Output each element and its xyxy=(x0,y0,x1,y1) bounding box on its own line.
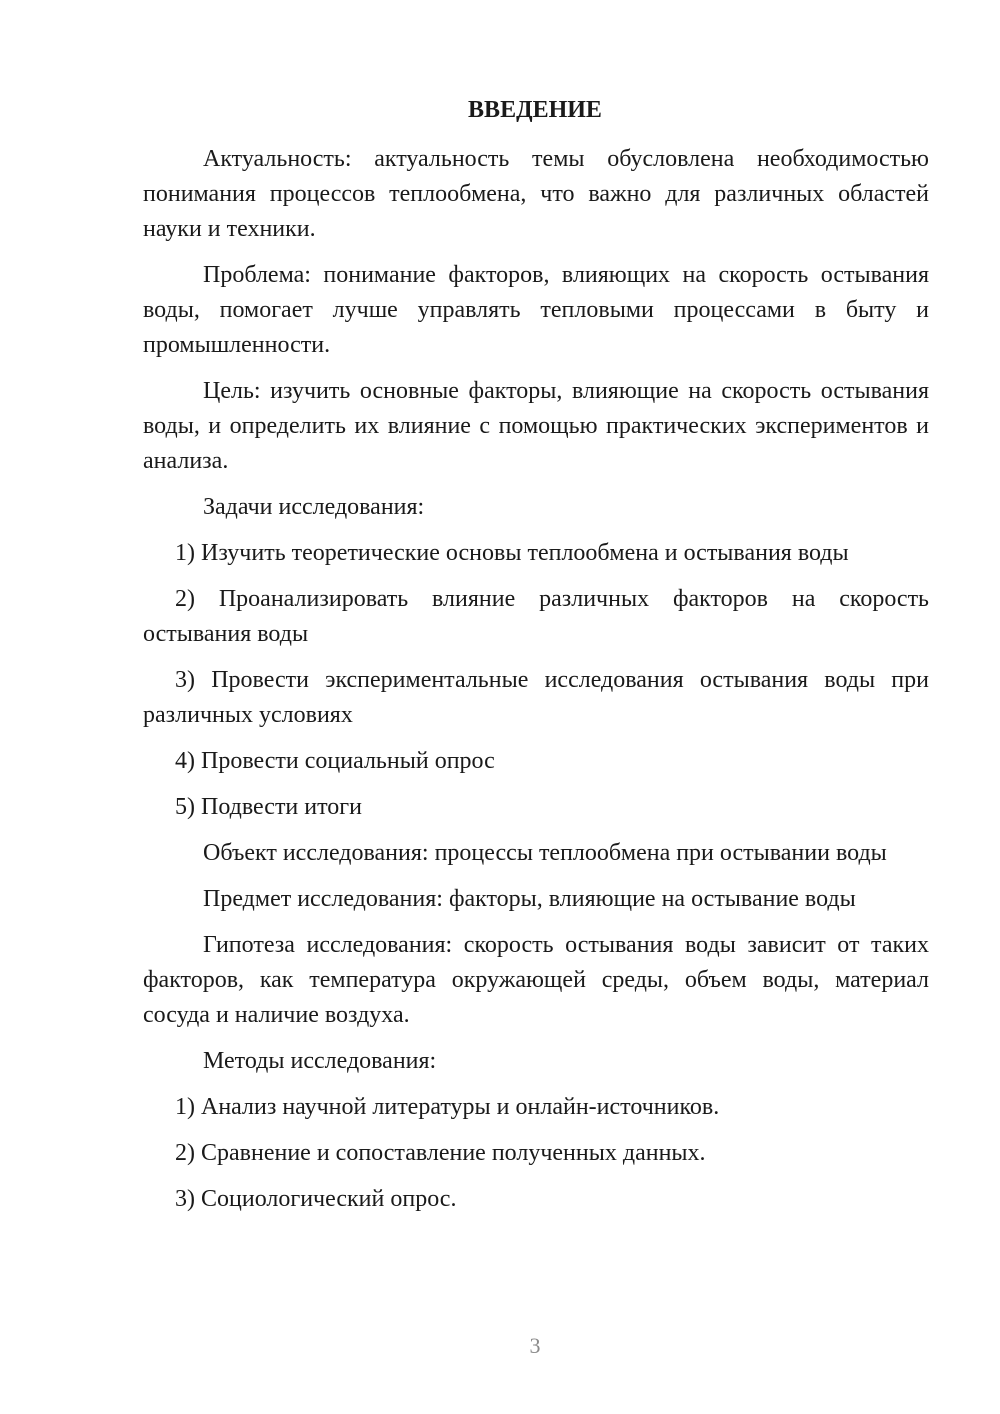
paragraph-tasks-title: Задачи исследования: xyxy=(203,494,425,520)
document-body xyxy=(143,142,929,1228)
task-item-4: 4) Провести социальный опрос xyxy=(175,748,495,774)
paragraph-problem: Проблема: понимание факторов, влияющих на скорость остывания воды, помогает лучше управлять тепловыми процессами в быту и промышленности. xyxy=(143,262,929,358)
page-number: 3 xyxy=(529,1333,541,1358)
page-title: ВВЕДЕНИЕ xyxy=(468,97,602,123)
task-item-2: 2) Проанализировать влияние различных факторов на скорость остывания воды xyxy=(143,586,929,647)
task-item-5: 5) Подвести итоги xyxy=(175,794,362,820)
paragraph-methods-title: Методы исследования: xyxy=(203,1048,437,1074)
paragraph-goal: Цель: изучить основные факторы, влияющие на скорость остывания воды, и определить их влияние с помощью практических экспериментов и анализа. xyxy=(143,378,929,474)
method-item-1: 1) Анализ научной литературы и онлайн-источников. xyxy=(175,1094,720,1120)
task-item-1: 1) Изучить теоретические основы теплообмена и остывания воды xyxy=(175,540,849,566)
paragraph-hypothesis: Гипотеза исследования: скорость остывания воды зависит от таких факторов, как температура окружающей среды, объем воды, материал сосуда и наличие воздуха. xyxy=(143,932,929,1028)
method-item-3: 3) Социологический опрос. xyxy=(175,1186,457,1212)
task-item-3: 3) Провести экспериментальные исследования остывания воды при различных условиях xyxy=(143,667,929,728)
paragraph-object: Объект исследования: процессы теплообмена при остывании воды xyxy=(203,840,887,866)
method-item-2: 2) Сравнение и сопоставление полученных данных. xyxy=(175,1140,706,1166)
paragraph-relevance: Актуальность: актуальность темы обусловлена необходимостью понимания процессов теплообмена, что важно для различных областей науки и техники. xyxy=(143,146,929,242)
paragraph-subject: Предмет исследования: факторы, влияющие на остывание воды xyxy=(203,886,856,912)
